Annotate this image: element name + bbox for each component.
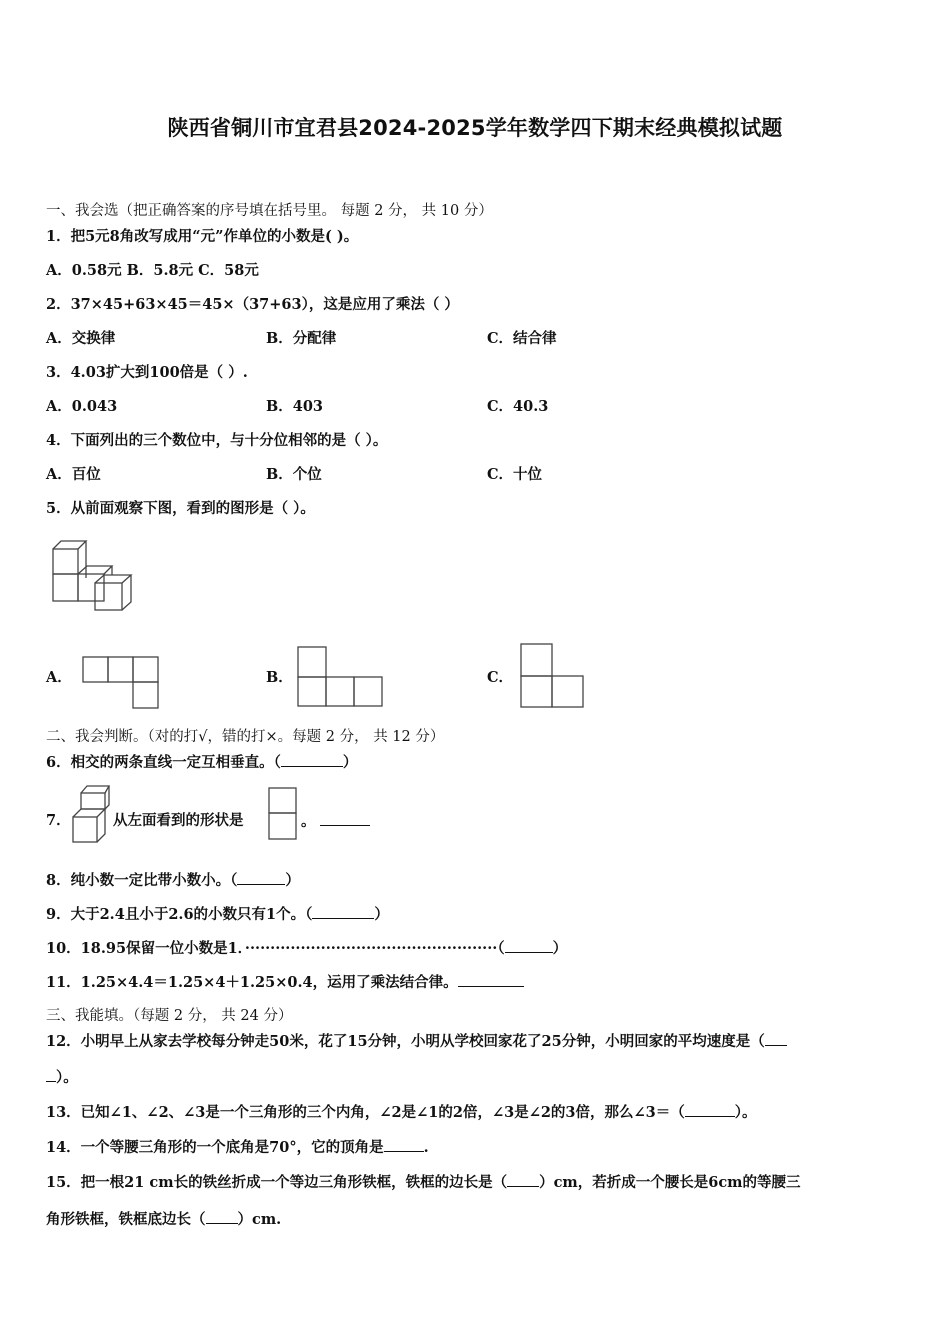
- q10-stem: 10．18.95保留一位小数是1．··················································（: [46, 940, 505, 957]
- q5-cube-figure: [50, 538, 142, 612]
- q9-answer-blank[interactable]: [312, 904, 374, 919]
- q5-option-b-shape: [297, 646, 385, 708]
- q14: [46, 1137, 429, 1158]
- q2-option-c: C．结合律: [487, 330, 557, 347]
- q4-option-c: C．十位: [487, 466, 543, 483]
- q2-stem: 2．37×45+63×45＝45×（37+63），这是应用了乘法（ ）: [46, 296, 459, 313]
- q15-answer-blank-2[interactable]: [206, 1209, 238, 1224]
- q15-stem-b: ）cm，若折成一个腰长是6cm的等腰三: [539, 1174, 801, 1191]
- q5-option-a-shape: [82, 656, 160, 710]
- q13-end: ）。: [734, 1104, 757, 1121]
- q6-end: ）: [342, 754, 358, 771]
- q4-option-a: A．百位: [46, 466, 101, 483]
- q3-option-b: B．403: [266, 398, 324, 415]
- q8: [46, 870, 300, 891]
- page-title: 陕西省铜川市宜君县2024-2025学年数学四下期末经典模拟试题: [167, 116, 783, 140]
- q13-answer-blank[interactable]: [685, 1102, 735, 1117]
- q6: [46, 752, 357, 773]
- section-1-heading: 一、我会选（把正确答案的序号填在括号里。 每题 2 分， 共 10 分）: [46, 203, 493, 219]
- q15-answer-blank-1[interactable]: [507, 1172, 539, 1187]
- q13-stem: 13．已知∠1、∠2、∠3是一个三角形的三个内角，∠2是∠1的2倍，∠3是∠2的3倍，那么∠3＝（: [46, 1104, 685, 1121]
- q12-answer-blank-cont[interactable]: [46, 1067, 56, 1082]
- q3-option-c: C．40.3: [487, 398, 549, 415]
- q3-stem: 3．4.03扩大到100倍是（ ）.: [46, 364, 248, 381]
- q6-stem: 6．相交的两条直线一定互相垂直。（: [46, 754, 281, 771]
- q5-option-c-label: C．: [487, 669, 514, 686]
- q5-option-b-label: B．: [266, 669, 293, 686]
- q14-answer-blank[interactable]: [384, 1137, 424, 1152]
- q10: [46, 938, 567, 959]
- q1-options: A．0.58元 B．5.8元 C．58元: [46, 262, 259, 279]
- q8-stem: 8．纯小数一定比带小数小。（: [46, 872, 238, 889]
- q11: [46, 972, 524, 993]
- q12-line1: [46, 1031, 787, 1052]
- q12-line2: [46, 1067, 78, 1088]
- q12-end: ）。: [56, 1069, 78, 1086]
- q14-stem: 14．一个等腰三角形的一个底角是70°，它的顶角是: [46, 1139, 384, 1156]
- q4-option-b: B．个位: [266, 466, 322, 483]
- q15-line1: [46, 1172, 801, 1193]
- q9-stem: 9．大于2.4且小于2.6的小数只有1个。（: [46, 906, 313, 923]
- q10-end: ）: [552, 940, 568, 957]
- q2-option-b: B．分配律: [266, 330, 337, 347]
- q7-cube-figure: [71, 783, 111, 845]
- section-3-heading: 三、我能填。（每题 2 分， 共 24 分）: [46, 1008, 293, 1024]
- q11-answer-blank[interactable]: [458, 972, 524, 987]
- q10-answer-blank[interactable]: [505, 938, 553, 953]
- q2-option-a: A．交换律: [46, 330, 116, 347]
- q12-answer-blank[interactable]: [765, 1031, 787, 1046]
- q9: [46, 904, 389, 925]
- q8-end: ）: [285, 872, 300, 889]
- q15-stem-c: 角形铁框，铁框底边长（: [46, 1211, 206, 1228]
- q7-answer-blank[interactable]: [320, 811, 370, 826]
- q5-option-c-shape: [520, 643, 586, 709]
- q7-number: 7．: [46, 812, 71, 829]
- q14-end: .: [423, 1139, 429, 1156]
- q12-stem: 12．小明早上从家去学校每分钟走50米，花了15分钟，小明从学校回家花了25分钟，小明回家的平均速度是（: [46, 1033, 765, 1050]
- q7-side-view-shape: [268, 787, 298, 841]
- q7-end: [301, 811, 370, 832]
- q9-end: ）: [374, 906, 389, 923]
- q3-option-a: A．0.043: [46, 398, 118, 415]
- q1-stem: 1．把5元8角改写成用“元”作单位的小数是( )。: [46, 228, 359, 245]
- q15-line2: [46, 1209, 281, 1230]
- q4-stem: 4．下面列出的三个数位中，与十分位相邻的是（ ）。: [46, 432, 388, 449]
- q15-stem-d: ）cm.: [237, 1211, 282, 1228]
- q6-answer-blank[interactable]: [281, 752, 343, 767]
- q7-text: 从左面看到的形状是: [113, 812, 244, 829]
- section-2-heading: 二、我会判断。（对的打√，错的打×。每题 2 分， 共 12 分）: [46, 729, 445, 745]
- q8-answer-blank[interactable]: [237, 870, 285, 885]
- q5-option-a-label: A．: [46, 669, 72, 686]
- q13: [46, 1102, 757, 1123]
- q7-period: 。: [301, 813, 316, 830]
- q15-stem-a: 15．把一根21 cm长的铁丝折成一个等边三角形铁框，铁框的边长是（: [46, 1174, 508, 1191]
- q5-stem: 5．从前面观察下图，看到的图形是（ ）。: [46, 500, 315, 517]
- q11-stem: 11．1.25×4.4＝1.25×4＋1.25×0.4，运用了乘法结合律。: [46, 974, 458, 991]
